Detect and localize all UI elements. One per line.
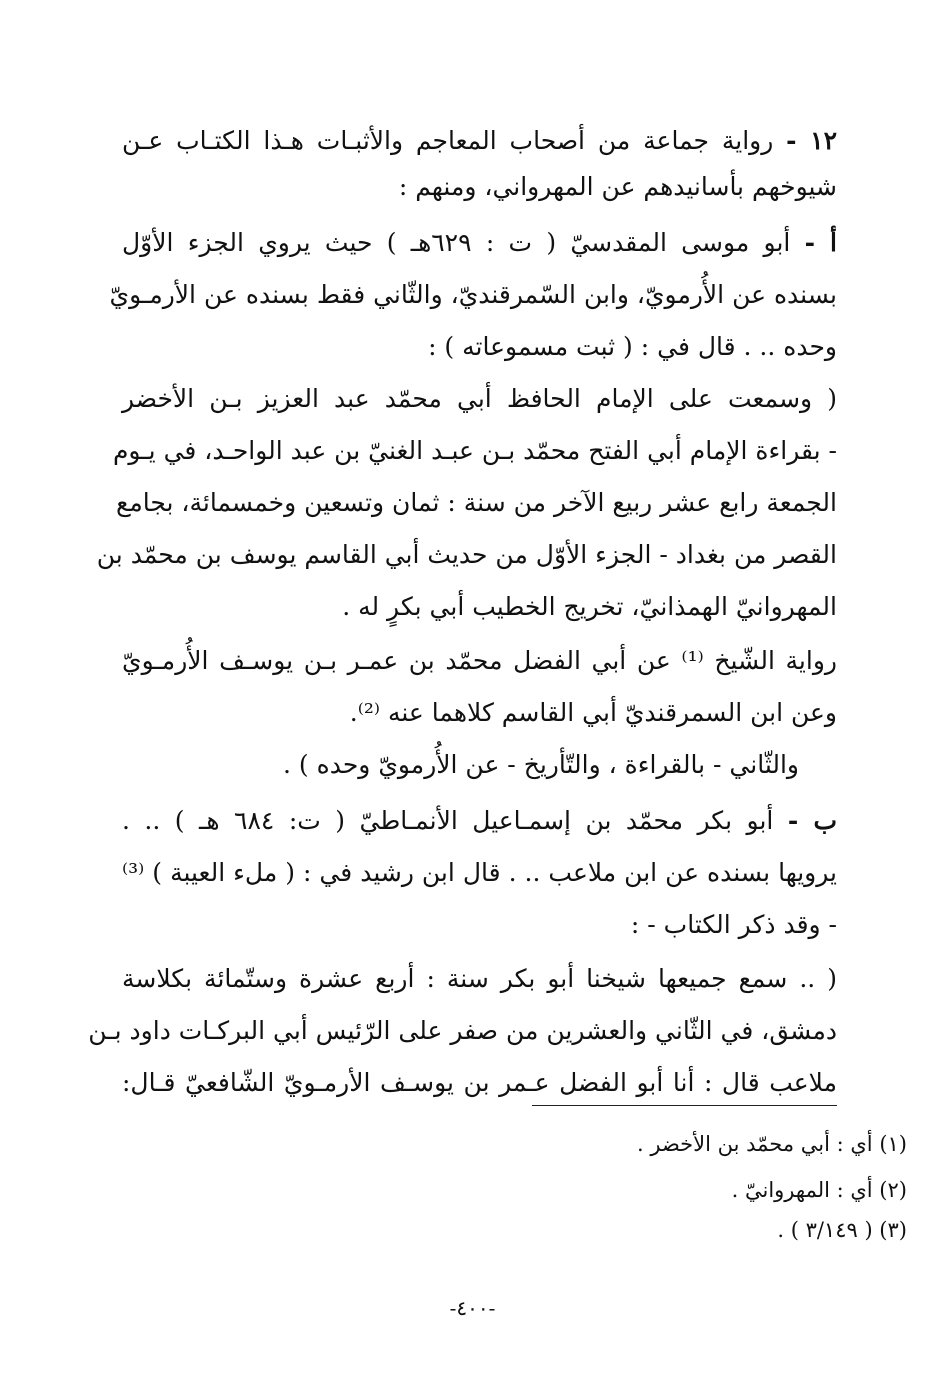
line-text: ( وسمعت على الإمام الحافظ أبي محمّد عبد العزيز بـن الأخضر — [122, 384, 837, 413]
line-text: وحده .. . قال في : ( ثبت مسموعاته ) : — [428, 332, 837, 361]
text-line — [122, 956, 837, 1002]
text-line — [122, 164, 837, 210]
text-line — [122, 220, 837, 266]
text-line — [122, 690, 837, 736]
line-text: وعن ابن السمرقنديّ أبي القاسم كلاهما عنه ⁽²⁾. — [349, 698, 837, 727]
text-line — [122, 902, 837, 948]
text-line — [96, 532, 837, 578]
text-line — [88, 1008, 837, 1054]
footnote: (١) أي : أبي محمّد بن الأخضر . — [637, 1132, 907, 1156]
line-text: المهروانيّ الهمذانيّ، تخريج الخطيب أبي بكرٍ له . — [342, 592, 837, 621]
item-number: ١٢ - — [786, 126, 837, 155]
text-line — [122, 850, 837, 896]
text-line — [122, 376, 837, 422]
line-text: أبو بكر محمّد بن إسمـاعيل الأنمـاطيّ ( ت: ٦٨٤ هـ ) .. . — [122, 806, 788, 835]
footnote: (٣) ( ٣/١٤٩ ) . — [777, 1218, 907, 1242]
line-text: أبو موسى المقدسيّ ( ت : ٦٢٩هـ ) حيث يروي الجزء الأوّل — [122, 228, 805, 257]
text-line — [109, 272, 837, 318]
line-text: ملاعب قال : أنا أبو الفضل عـمر بن يوسـف الأرمـويّ الشّافعيّ قـال: — [122, 1068, 837, 1097]
line-text: رواية جماعة من أصحاب المعاجم والأثبـات هـذا الكتـاب عـن — [122, 126, 787, 155]
page-number: -٤٠٠- — [449, 1296, 496, 1320]
line-text: بسنده عن الأُرمويّ، وابن السّمرقنديّ، والثّاني فقط بسنده عن الأرمـويّ — [109, 280, 837, 309]
line-text: الجمعة رابع عشر ربيع الآخر من سنة : ثمان وتسعين وخمسمائة، بجامع — [116, 488, 837, 517]
item-number: أ - — [804, 228, 837, 257]
text-line — [116, 480, 837, 526]
line-text: ( .. سمع جميعها شيخنا أبو بكر سنة : أربع عشرة وستّمائة بكلاسة — [122, 964, 837, 993]
text-line — [112, 428, 837, 474]
line-text: دمشق، في الثّاني والعشرين من صفر على الرّئيس أبي البركـات داود بـن — [88, 1016, 837, 1045]
text-line — [122, 324, 837, 370]
item-number: ب - — [787, 806, 837, 835]
footnote-divider — [532, 1105, 837, 1106]
text-line — [122, 798, 837, 844]
line-text: - وقد ذكر الكتاب - : — [630, 910, 837, 939]
line-text: رواية الشّيخ ⁽¹⁾ عن أبي الفضل محمّد بن عمـر بـن يوسـف الأُرمـويّ — [122, 646, 837, 675]
line-text: شيوخهم بأسانيدهم عن المهرواني، ومنهم : — [398, 172, 837, 201]
text-line — [122, 584, 837, 630]
text-line — [122, 638, 837, 684]
line-text: يرويها بسنده عن ابن ملاعب .. . قال ابن رشيد في : ( ملء العيبة ) ⁽³⁾ — [122, 858, 837, 887]
text-line — [122, 742, 799, 788]
line-text: - بقراءة الإمام أبي الفتح محمّد بـن عبـد الغنيّ بن عبد الواحـد، في يـوم — [112, 436, 837, 465]
text-line — [122, 118, 837, 164]
footnote: (٢) أي : المهروانيّ . — [731, 1178, 907, 1202]
line-text: والثّاني - بالقراءة ، والتّأريخ - عن الأُرمويّ وحده ) . — [283, 750, 799, 779]
line-text: القصر من بغداد - الجزء الأوّل من حديث أبي القاسم يوسف بن محمّد بن — [96, 540, 837, 569]
text-line — [122, 1060, 837, 1106]
